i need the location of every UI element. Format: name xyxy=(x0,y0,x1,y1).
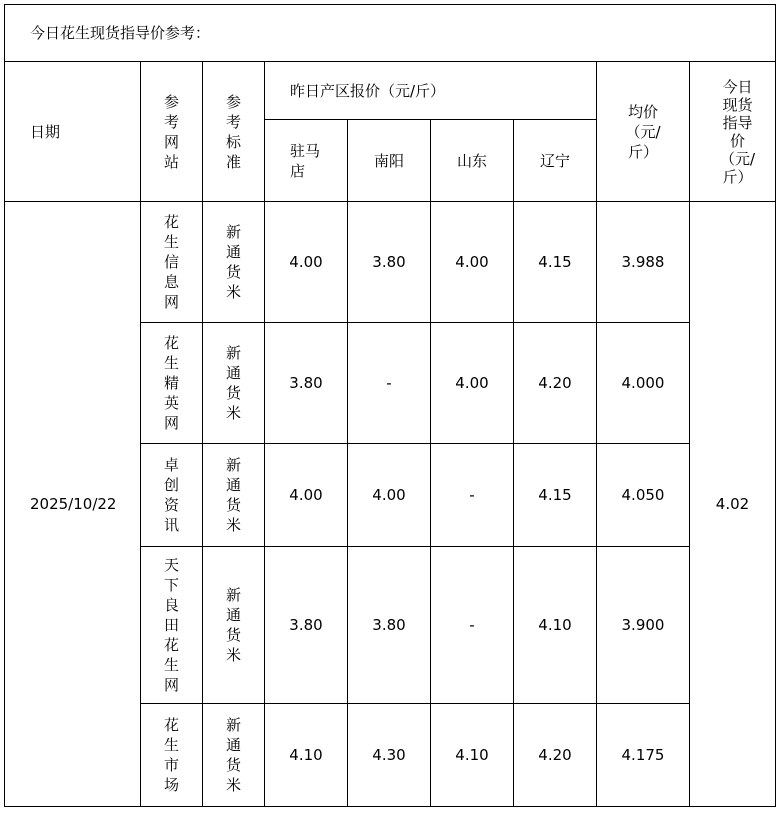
grid-line xyxy=(775,4,776,807)
price-cell-zhumadian: 4.10 xyxy=(289,745,323,764)
grid-line xyxy=(4,201,776,202)
standard-name: 新 通 货 米 xyxy=(225,223,241,301)
grid-line xyxy=(689,61,690,807)
grid-line xyxy=(202,61,203,807)
standard-name: 新 通 货 米 xyxy=(225,586,241,664)
site-cell xyxy=(141,704,202,805)
price-cell-liaoning: 4.20 xyxy=(538,745,572,764)
standard-cell xyxy=(203,547,264,703)
standard-cell xyxy=(203,323,264,443)
grid-line xyxy=(264,61,265,807)
grid-line xyxy=(4,61,776,62)
grid-line xyxy=(140,61,141,807)
grid-line xyxy=(596,61,597,807)
site-name: 花 生 信 息 网 xyxy=(163,213,179,311)
avg-cell: 3.900 xyxy=(621,616,665,634)
guide-price-cell: 4.02 xyxy=(715,495,750,513)
site-name: 天 下 良 田 花 生 网 xyxy=(163,556,179,694)
price-cell-shandong: 4.00 xyxy=(455,374,489,392)
header-region-liaoning: 辽宁 xyxy=(539,151,570,170)
price-cell-shandong: - xyxy=(469,616,475,634)
header-guide: 今日现货指导价（元/斤） xyxy=(719,77,756,186)
price-cell-nanyang: 3.80 xyxy=(372,616,406,634)
price-cell-nanyang: 4.30 xyxy=(372,745,406,764)
grid-line xyxy=(4,4,5,807)
price-cell-nanyang: 3.80 xyxy=(372,253,406,271)
price-cell-nanyang: - xyxy=(386,374,392,392)
site-name: 花 生 精 英 网 xyxy=(163,334,179,432)
avg-cell: 4.175 xyxy=(621,745,665,764)
standard-cell xyxy=(203,704,264,805)
grid-line xyxy=(4,806,776,807)
site-name: 花 生 市 场 xyxy=(163,715,179,794)
grid-line xyxy=(140,443,690,444)
grid-line xyxy=(347,119,348,807)
site-cell xyxy=(141,444,202,546)
price-cell-nanyang: 4.00 xyxy=(372,486,406,504)
avg-cell: 4.050 xyxy=(621,486,665,504)
price-cell-shandong: - xyxy=(469,486,475,504)
price-cell-zhumadian: 4.00 xyxy=(289,253,323,271)
site-cell xyxy=(141,547,202,703)
header-avg: 均价（元/斤） xyxy=(625,102,661,161)
grid-line xyxy=(4,4,776,5)
price-cell-zhumadian: 3.80 xyxy=(289,616,323,634)
standard-name: 新 通 货 米 xyxy=(225,344,241,422)
grid-line xyxy=(140,703,690,704)
price-cell-zhumadian: 3.80 xyxy=(289,374,323,392)
price-cell-zhumadian: 4.00 xyxy=(289,486,323,504)
price-cell-liaoning: 4.20 xyxy=(538,374,572,392)
header-site-text: 参 考 网 站 xyxy=(163,93,179,171)
price-cell-liaoning: 4.15 xyxy=(538,486,572,504)
header-date: 日期 xyxy=(30,122,61,141)
header-region-nanyang: 南阳 xyxy=(373,151,404,170)
standard-name: 新 通 货 米 xyxy=(225,456,241,534)
header-region-shandong: 山东 xyxy=(456,151,487,170)
avg-cell: 3.988 xyxy=(621,253,665,271)
price-cell-liaoning: 4.10 xyxy=(538,616,572,634)
avg-cell: 4.000 xyxy=(621,374,665,392)
header-site xyxy=(141,62,202,201)
header-standard-text: 参 考 标 准 xyxy=(225,93,241,171)
header-standard xyxy=(203,62,264,201)
grid-line xyxy=(513,119,514,807)
site-cell xyxy=(141,323,202,443)
header-regions-group: 昨日产区报价（元/斤） xyxy=(290,81,446,100)
grid-line xyxy=(140,546,690,547)
price-cell-shandong: 4.00 xyxy=(455,253,489,271)
price-cell-liaoning: 4.15 xyxy=(538,253,572,271)
table-caption xyxy=(30,5,770,61)
header-region-zhumadian: 驻马 店 xyxy=(290,141,321,180)
caption-text: 今日花生现货指导价参考： xyxy=(30,24,211,42)
grid-line xyxy=(140,322,690,323)
grid-line xyxy=(430,119,431,807)
standard-cell xyxy=(203,202,264,322)
site-cell xyxy=(141,202,202,322)
standard-name: 新 通 货 米 xyxy=(225,715,241,794)
date-cell: 2025/10/22 xyxy=(30,495,117,513)
price-cell-shandong: 4.10 xyxy=(455,745,489,764)
standard-cell xyxy=(203,444,264,546)
site-name: 卓 创 资 讯 xyxy=(163,456,179,534)
